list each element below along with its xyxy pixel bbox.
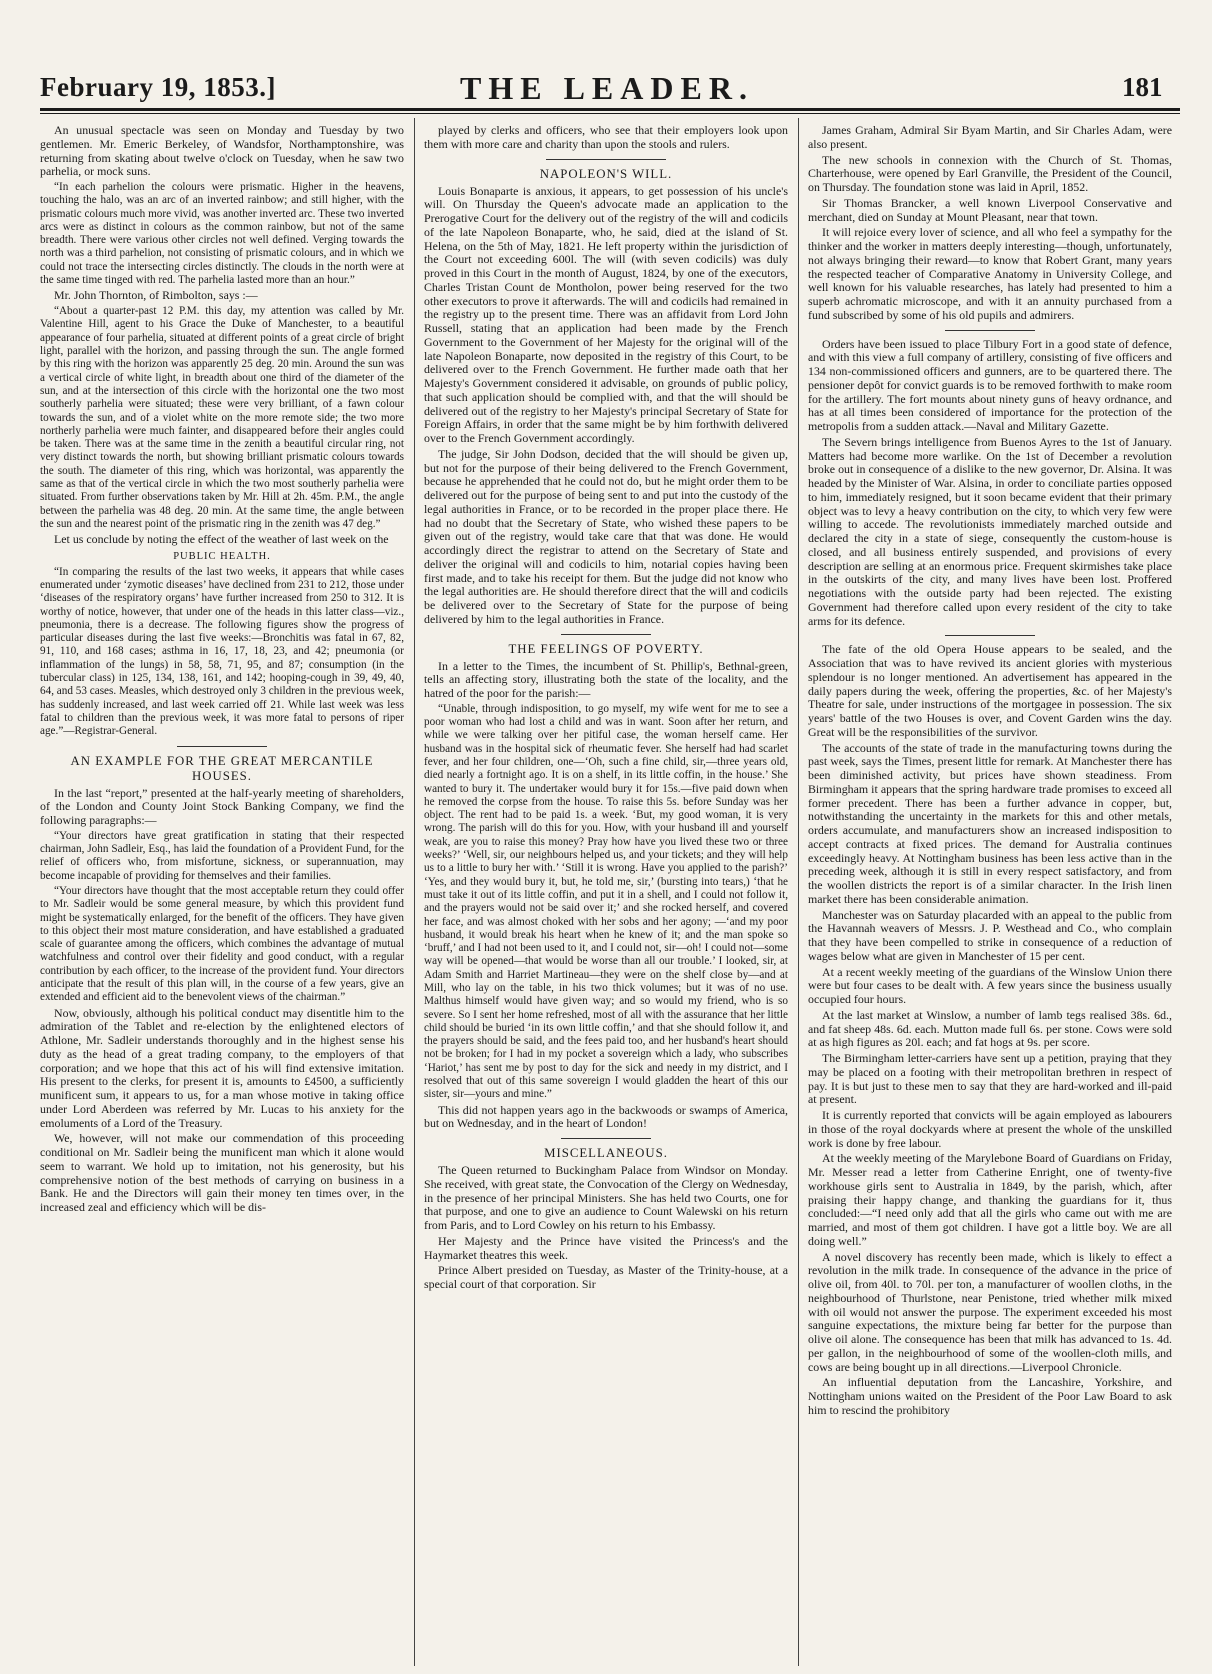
mercantile-intro: In the last “report,” presented at the half-yearly meeting of shareholders, of the London and County Joint Stock Banking Company, we find the following paragraphs:—	[40, 785, 404, 828]
article-separator	[945, 635, 1035, 636]
misc-item: It will rejoice every lover of science, and all who feel a sympathy for the thinker and the worker in matters deeply interesting—though, unfortunately, not always bringing their reward—to know that Robert Grant, many years the respected teacher of Comparative Anatomy in University College, and well known for his valuable researches, has lately had presented to him a superb achromatic microscope, and with it an annuity purchased from a fund subscribed by some of his old pupils and admirers.	[808, 225, 1172, 322]
poverty-conclusion: This did not happen years ago in the backwoods or swamps of America, but on Wednesday, and in the heart of London!	[424, 1102, 788, 1131]
masthead	[0, 64, 1212, 108]
directors-quote-1: “Your directors have great gratification in stating that their respected chairman, John Sadleir, Esq., has laid the foundation of a Provident Fund, for the relief of officers who, from misfortune, sickness, or superannuation, may become incapable of providing for themselves and their families.	[40, 829, 404, 882]
column-divider	[798, 118, 799, 1666]
misc-item: The new schools in connexion with the Church of St. Thomas, Charterhouse, were opened by Earl Granville, the President of the Council, on Thursday. The foundation stone was laid in April, 1852.	[808, 152, 1172, 194]
article-separator	[561, 1138, 651, 1139]
article-separator	[177, 746, 267, 747]
weather-intro: Let us conclude by noting the effect of the weather of last week on the	[54, 532, 389, 547]
page-number: 181	[1122, 72, 1163, 102]
misc-item: Sir Thomas Brancker, a well known Liverpool Conservative and merchant, died on Sunday at Mount Pleasant, near that town.	[808, 195, 1172, 224]
parhelia-quote: “In each parhelion the colours were prismatic. Higher in the heavens, touching the halo, was an arc of an inverted rainbow; and still higher, with the prismatic colours much more vivid, was another inverted arc. These two inverted arcs were as distinct in colours as the common rainbow, but not of the same breadth. There were various other circles not well defined. Verging towards the north was a third parhelion, not consisting of prismatic colours, and in which we could not trace the intersecting circles distinctly. The clouds in the north were at the same time tinged with red. The parhelia lasted more than an hour.”	[40, 181, 404, 287]
column-divider	[414, 118, 415, 1666]
sadleir-paragraph: Now, obviously, although his political conduct may disentitle him to the admiration of the Tablet and re-election by the enlightened electors of Athlone, Mr. Sadleir understands thoroughly and in the highest sense his duty as the head of a great trading company, to the employers of that corporation; and we hope that this act of his will find extensive imitation. His present to the clerks, for present it is, amounts to £4500, a sufficiently munificent sum, it appears to us, for a man whose motive in taking office under Lord Aberdeen was referred by Mr. Lucas to his anxiety for the emoluments of a Lord of the Treasury.	[40, 1005, 404, 1130]
misc-item: Manchester was on Saturday placarded with an appeal to the public from the Havannah weavers of Messrs. J. P. Westhead and Co., who complain that they have been compelled to strike in consequence of a reduction of wages below what are given in Manchester of 15 per cent.	[808, 907, 1172, 963]
misc-item: The Severn brings intelligence from Buenos Ayres to the 1st of January. Matters had become more warlike. On the 1st of December a revolution broke out in consequence of a dislike to the new governor, Dr. Alsina. It was headed by the Minister of War. Alsina, in order to conciliate parties opposed to him, immediately resigned, but it soon became evident that their primary object was to levy a heavy contribution on the city, to which very few were willing to accede. The revolutionists immediately marched outside and declared the city in a state of siege, consequently the custom-house is closed, and all business entirely suspended, and provisions of every description are selling at an enormous price. Frequent skirmishes take place in the outskirts of the city, and many lives have been lost. Proffered negotiations with the outside party had been rejected. The existing Government had therefore called upon every resident of the city to take arms for its defence.	[808, 434, 1172, 628]
article-separator	[546, 159, 666, 160]
poverty-letter: “Unable, through indisposition, to go myself, my wife went for me to see a poor woman who had lost a child and was in want. Soon after her return, and while we were talking over her pitiful case, the woman herself came. Her husband was in the hospital sick of rheumatic fever. She herself had had scarlet fever, and her four children, one—‘Oh, such a fine child, sir,—three years old, died nearly a fortnight ago. It is on a shelf, in its little coffin, in the house.’ She wanted to bury it. The undertaker would bury it for 15s.—five paid down when he removed the corpse from the house. To raise this 5s. before Sunday was her object. The rent had to be paid 1s. a week. ‘But, my good woman, it is very wrong. The parish will do this for you. How, with your husband ill and yourself weak, are you to raise this money? Pray how have you lived these two or three weeks?’ ‘Well, sir, our neighbours helped us, and your tickets; and they will help us to a little to bury her with.’ ‘Still it is wrong. Have you applied to the parish?’ ‘Yes, and they would bury it, but, he told me, sir,’ (bursting into tears,) ‘that he must take it out of its little coffin, and put it in a shell, and I could not follow it, and the prayers would not be said over it;’ and she rocked herself, and covered her face, and was almost choked with her sobs and her agony; —‘and my poor husband, it would break his heart when he knew of it; and the man spoke so ‘bruff,’ and I had not been used to it, and I could not, sir—oh! I could not—some way will be opened—that would be worse than all our trouble.’ I looked, sir, at Adam Smith and Harriet Martineau—they were on the shelf close by—and at Mill, who lay on the table, in his two thick volumes; but it was of no use. Malthus himself would have given way; and so would my friend, who is so severe. So I sent her home refreshed, most of all with the assurance that her little child should be buried ‘in its own little coffin,’ and that she should follow it, and the prayers should be said, and the fees paid too, and her husband's heart should not be broken; for I had in my pocket a sovereign which a lady, who subscribes ‘Hariot,’ has sent me by post to day for the sick and needy in my district, and I resolved that out of this same sovereign I would gladden the heart of this our sister, sir—yours and mine.”	[424, 702, 788, 1101]
misc-item: The Birmingham letter-carriers have sent up a petition, praying that they may be placed on a footing with their metropolitan brethren in respect of pay. It is but just to these men to say that they are hard-worked and ill-paid at present.	[808, 1051, 1172, 1107]
public-health-quote: “In comparing the results of the last two weeks, it appears that while cases enumerated under ‘zymotic diseases’ have declined from 231 to 212, those under ‘diseases of the respiratory organs’ have further increased from 250 to 312. It is worthy of notice, however, that under one of the heads in this latter class—viz., pneumonia, there is a decrease. The following figures show the progress of particular diseases during the last five weeks:—Bronchitis was fatal in 67, 82, 91, 110, and 168 cases; asthma in 16, 17, 18, 23, and 42; pneumonia (or inflammation of the lungs) in 58, 58, 71, 95, and 87; consumption (in the tubercular class) in 125, 134, 138, 161, and 142; hooping-cough in 39, 49, 40, 64, and 53 cases. Measles, which destroyed only 3 children in the previous week, has suddenly increased, and last week carried off 21. While last week was less fatal to children than the previous week, it was more fatal to persons of riper age.”—Registrar-General.	[40, 565, 404, 738]
masthead-rule	[40, 108, 1180, 111]
article-separator	[945, 330, 1035, 331]
prince-albert-paragraph: Prince Albert presided on Tuesday, as Master of the Trinity-house, at a special court of that corporation. Sir	[424, 1263, 788, 1292]
misc-item: The accounts of the state of trade in the manufacturing towns during the past week, says the Times, present little for remark. At Manchester there has been diminished activity, but prices have shown steadiness. From Birmingham it appears that the spring hardware trade promises to exceed all former precedent. There has been a further advance in copper, but, notwithstanding the uncertainty in the markets for this and other metals, orders accumulate, and manufacturers show an increased indisposition to accept contracts at fixed prices. The demand for Australia continues exceedingly heavy. At Nottingham business has been less active than in the preceding week, although it is still in every respect satisfactory, and from the woollen districts the report is of a similar character. In the Irish linen market there has been considerable animation.	[808, 740, 1172, 906]
thornton-quote: “About a quarter-past 12 P.M. this day, my attention was called by Mr. Valentine Hill, agent to his Grace the Duke of Manchester, to a beautiful appearance of four parhelia, situated at different points of a great circle of bright light, parallel with the horizon, and passing through the sun. The angle formed by this ring with the horizon was apparently 25 deg. 20 min. Around the sun was a vertical circle of white light, in breadth about one third of the diameter of the sun, and at the intersection of this circle with the horizontal one the two most southerly parhelia were situated; these were very brilliant, of a fawn colour towards the sun, and of a violet white on the more remote side; the two more northerly parhelia were much fainter, and disappeared before their angles could be taken. There was at the same time in the zenith a beautiful circular ring, not very distinct towards the north, but showing brilliant prismatic colours towards the south. The diameter of this ring, which was horizontal, was apparently the same as that of the vertical circle in which the two most southerly parhelia were situated. From further observations taken by Mr. Hill at 2h. 45m. P.M., the angle between the parhelia was 48 deg. 20 min. At the same time, the angle between the sun and the nearest point of the prismatic ring in the zenith was 47 deg.”	[40, 305, 404, 530]
miscellaneous-heading: MISCELLANEOUS.	[544, 1146, 668, 1161]
article-separator	[561, 634, 651, 635]
misc-item: At the last market at Winslow, a number of lamb tegs realised 38s. 6d., and fat sheep 48s. 6d. each. Mutton made full 6s. per stone. Cows were sold at as high figures as 20l. each; and fat hogs at 9s. per score.	[808, 1007, 1172, 1050]
masthead-rule-thin	[40, 113, 1180, 114]
mercantile-heading: AN EXAMPLE FOR THE GREAT MERCANTILE HOUSES.	[70, 753, 374, 783]
parhelia-intro: An unusual spectacle was seen on Monday and Tuesday by two gentlemen. Mr. Emeric Berkeley, of Wandsfor, Northamptonshire, was returning from skating about twelve o'clock on Tuesday, when he saw two parhelia, or mock suns.	[40, 124, 404, 179]
napoleon-heading: NAPOLEON'S WILL.	[539, 166, 673, 181]
misc-item: At a recent weekly meeting of the guardians of the Winslow Union there were but four cases to be dealt with. A few years since the business usually occupied four hours.	[808, 964, 1172, 1006]
poverty-intro: In a letter to the Times, the incumbent of St. Phillip's, Bethnal-green, tells an affecting story, illustrating both the state of the locality, and the hatred of the poor for the parish:—	[424, 658, 788, 700]
column-3	[808, 124, 1172, 1669]
thornton-intro: Mr. John Thornton, of Rimbolton, says :—	[54, 288, 258, 303]
misc-item: A novel discovery has recently been made, which is likely to effect a revolution in the milk trade. In consequence of the advance in the price of olive oil, from 40l. to 70l. per ton, a manufacturer of woollen cloths, in the neighbourhood of Thurlstone, near Penistone, tried whether milk mixed with oil would not answer the purpose. The experiment exceeded his most sanguine expectations, the mixture being far better for the purpose than olive oil alone. The consequence has been that milk has advanced to 1s. 4d. per gallon, in the neighbourhood of some of the woollen-cloth mills, and cows are being bought up in all directions.—Liverpool Chronicle.	[808, 1249, 1172, 1374]
issue-date: February 19, 1853.]	[40, 72, 276, 102]
continued-paragraph: played by clerks and officers, who see that their employers look upon them with more care and charity than upon the stools and rulers.	[424, 124, 788, 151]
column-1	[40, 124, 404, 1669]
misc-item: Orders have been issued to place Tilbury Fort in a good state of defence, and with this view a full company of artillery, consisting of five officers and 134 non-commissioned officers and gunners, are to be quartered there. The pensioner depôt for convict guards is to be removed forthwith to make room for the artillery. The fort mounts about ninety guns of heavy ordnance, and has at all times been considered of importance for the protection of the metropolis from a sudden attack.—Naval and Military Gazette.	[808, 336, 1172, 433]
misc-item: An influential deputation from the Lancashire, Yorkshire, and Nottingham unions waited on the President of the Poor Law Board to ask him to rescind the prohibitory	[808, 1375, 1172, 1417]
directors-quote-2: “Your directors have thought that the most acceptable return they could offer to Mr. Sadleir would be some general measure, by which this provident fund might be systematically enlarged, for the benefit of the officers. They have given to this object their most mature consideration, and have established a graduated scale of guarantee among the officers, which combines the advantage of mutual watchfulness and control over their fidelity and good conduct, with a regular contribution by each officer, to the increase of the provident fund. Your directors anticipate that the result of this plan will, in the course of a few years, give an extended and efficient aid to the benevolent views of the chairman.”	[40, 884, 404, 1004]
queen-paragraph: The Queen returned to Buckingham Palace from Windsor on Monday. She received, with great state, the Convocation of the Clergy on Wednesday, in the presence of her principal Ministers. She has held two Courts, one for that purpose, and one to give an audience to Count Walewski on his return from Paris, and to Lord Cowley on his return to his Embassy.	[424, 1163, 788, 1233]
theatres-paragraph: Her Majesty and the Prince have visited the Princess's and the Haymarket theatres this week.	[424, 1233, 788, 1262]
napoleon-paragraph-1: Louis Bonaparte is anxious, it appears, to get possession of his uncle's will. On Thursday the Queen's advocate made an application to the Prerogative Court for the delivery out of the registry of the will and codicils of the late Napoleon Bonaparte, who, he said, died at the island of St. Helena, on the 5th of May, 1821. He left property within the jurisdiction of the Court not exceeding 600l. The will (with seven codicils) was duly proved in this Court in the month of August, 1824, by one of the executors, Charles Tristan Count de Montholon, power being reserved for the two other executors to prove it afterwards. The will and codicils had remained in the registry up to the present time. There was an affidavit from Lord John Russell, stating that an application had been made by the French Government to the Government of her Majesty for the original will of the late Napoleon Bonaparte, now deposited in the registry of this Court, to be delivered over to the French Government. He further made oath that her Majesty's Government considered it advisable, on grounds of public policy, that such application should be complied with, and that the will should be delivered out of the registry to her Majesty's principal Secretary of State for Foreign Affairs, in order that the same might be by him forthwith delivered over to the French Government accordingly.	[424, 183, 788, 445]
public-health-heading: PUBLIC HEALTH.	[173, 550, 271, 562]
misc-item: The fate of the old Opera House appears to be sealed, and the Association that was to have revived its ancient glories with mysterious splendour is no longer mentioned. An advertisement has appeared in the daily papers during the week, offering the properties, &c. of her Majesty's Theatre for sale, under instructions of the mortgagee in possession. The six years' battle of the two Houses is over, and Covent Garden wins the day. Great will be the responsibilities of the survivor.	[808, 642, 1172, 739]
misc-item: At the weekly meeting of the Marylebone Board of Guardians on Friday, Mr. Messer read a letter from Catherine Enright, one of twenty-five workhouse girls sent to Australia in 1849, by the parish, which, after praising their happy change, and thanking the guardians for it, thus concluded:—“I need only add that all the girls who came out with me are married, and most of them got children. I have got a little boy. We are all doing well.”	[808, 1151, 1172, 1248]
misc-item: James Graham, Admiral Sir Byam Martin, and Sir Charles Adam, were also present.	[808, 124, 1172, 151]
column-2	[424, 124, 788, 1669]
poverty-heading: THE FEELINGS OF POVERTY.	[508, 641, 704, 656]
commendation-paragraph: We, however, will not make our commendation of this proceeding conditional on Mr. Sadleir being the munificent man which it alone would seem to warrant. We hold up to imitation, not his generosity, but his comprehensive notion of the best methods of carrying on business in a Bank. He and the Directors will gain their money ten times over, in the increased zeal and efficiency which will be dis-	[40, 1131, 404, 1215]
napoleon-paragraph-2: The judge, Sir John Dodson, decided that the will should be given up, but not for the purpose of their being delivered to the French Government, because he apprehended that he could not do, but he might order them to be delivered out for the purpose of being sent to and put into the custody of the legal authorities in France, or to be recorded in the proper place there. He had no doubt that the Secretary of State, who wished these papers to be given out of the registry, would take care that that was done. He would accordingly direct the registrar to attend on the Secretary of State and deliver the original will and codicils to him, notarial copies having been first made, and to take his receipt for them. But the judge did not know who the legal authorities are. He should therefore direct that the will and codicils be delivered over to the Secretary of State for the purpose of being delivered by him to the legal authorities in France.	[424, 446, 788, 626]
newspaper-title: THE LEADER.	[460, 70, 754, 106]
misc-item: It is currently reported that convicts will be again employed as labourers in those of the royal dockyards where at present the whole of the unskilled work is done by free labour.	[808, 1108, 1172, 1150]
